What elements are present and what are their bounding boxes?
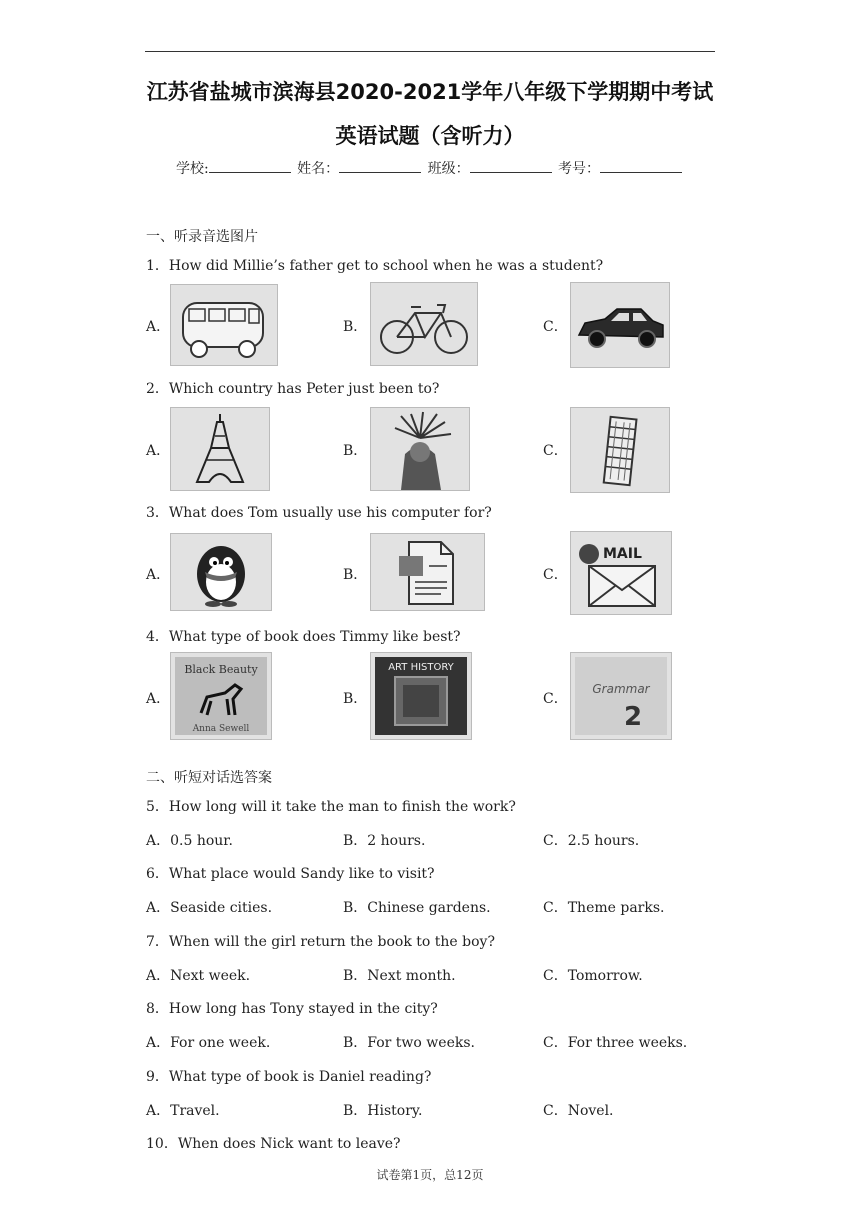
question-2-stem: 2．Which country has Peter just been to? [146,381,440,397]
eiffel-tower-icon [171,408,269,490]
school-blank[interactable] [209,160,291,173]
grammar-book-icon [571,653,671,739]
q9-option-c[interactable]: C．Novel. [543,1103,614,1119]
exam-title-line2: 英语试题（含听力） [335,124,525,148]
art-book-icon [371,653,471,739]
statue-of-liberty-icon [371,408,469,490]
email-picture[interactable] [570,531,672,615]
leaning-tower-icon [571,408,669,492]
statue-of-liberty-picture[interactable] [370,407,470,491]
car-picture[interactable] [570,282,670,368]
book3-number: 2 [623,702,643,732]
bicycle-icon [371,283,477,365]
question-6-stem: 6．What place would Sandy like to visit? [146,866,435,882]
q5-option-b[interactable]: B．2 hours. [343,833,426,849]
q7-option-b[interactable]: B．Next month. [343,968,456,984]
exam-number-field-label: 考号： [558,161,601,177]
q4-option-b-label[interactable]: B． [343,691,368,707]
q1-option-b-label[interactable]: B． [343,319,368,335]
top-rule [145,51,715,52]
q9-option-b[interactable]: B．History. [343,1103,423,1119]
q9-option-a[interactable]: A．Travel. [146,1103,220,1119]
question-7-stem: 7．When will the girl return the book to the boy? [146,934,495,950]
question-1-stem: 1．How did Millie’s father get to school when he was a student? [146,258,604,274]
q3-option-c-label[interactable]: C． [543,567,568,583]
q8-option-c[interactable]: C．For three weeks. [543,1035,688,1051]
q8-option-b[interactable]: B．For two weeks. [343,1035,475,1051]
eiffel-tower-picture[interactable] [170,407,270,491]
book2-title: ART HISTORY [388,662,454,673]
class-blank[interactable] [470,160,552,173]
book3-title: Grammar [592,682,650,696]
mail-envelope-icon [571,532,671,614]
q2-option-b-label[interactable]: B． [343,443,368,459]
van-icon [171,285,277,365]
question-3-stem: 3．What does Tom usually use his computer for? [146,505,492,521]
van-picture[interactable] [170,284,278,366]
q5-option-a[interactable]: A．0.5 hour. [146,833,233,849]
name-field-label: 姓名： [297,161,340,177]
q4-option-c-label[interactable]: C． [543,691,568,707]
page-footer: 试卷第1页，总12页 [376,1168,484,1182]
bicycle-picture[interactable] [370,282,478,366]
grammar-book-picture[interactable] [570,652,672,740]
mail-text: MAIL [603,546,642,562]
qq-penguin-picture[interactable] [170,533,272,611]
exam-title-line1: 江苏省盐城市滨海县2020-2021学年八年级下学期期中考试 [146,80,714,104]
art-history-book-picture[interactable] [370,652,472,740]
book1-author: Anna Sewell [192,724,250,734]
black-beauty-book-picture[interactable] [170,652,272,740]
q1-option-c-label[interactable]: C． [543,319,568,335]
q3-option-a-label[interactable]: A． [146,567,171,583]
q2-option-a-label[interactable]: A． [146,443,171,459]
q5-option-c[interactable]: C．2.5 hours. [543,833,640,849]
q7-option-a[interactable]: A．Next week. [146,968,251,984]
book1-title: Black Beauty [184,663,258,676]
q1-option-a-label[interactable]: A． [146,319,171,335]
leaning-tower-picture[interactable] [570,407,670,493]
q7-option-c[interactable]: C．Tomorrow. [543,968,643,984]
penguin-icon [171,534,271,610]
q8-option-a[interactable]: A．For one week. [146,1035,271,1051]
horse-book-icon [171,653,271,739]
q4-option-a-label[interactable]: A． [146,691,171,707]
question-9-stem: 9．What type of book is Daniel reading? [146,1069,432,1085]
q3-option-b-label[interactable]: B． [343,567,368,583]
exam-number-blank[interactable] [600,160,682,173]
q6-option-c[interactable]: C．Theme parks. [543,900,665,916]
car-icon [571,283,669,367]
q6-option-a[interactable]: A．Seaside cities. [146,900,273,916]
class-field-label: 班级： [427,161,470,177]
q2-option-c-label[interactable]: C． [543,443,568,459]
student-info-fields [0,158,860,178]
q6-option-b[interactable]: B．Chinese gardens. [343,900,491,916]
section1-heading: 一、听录音选图片 [146,229,258,245]
section2-heading: 二、听短对话选答案 [146,770,272,786]
question-4-stem: 4．What type of book does Timmy like best? [146,629,461,645]
question-5-stem: 5．How long will it take the man to finish the work? [146,799,516,815]
word-document-picture[interactable] [370,533,485,611]
name-blank[interactable] [339,160,421,173]
document-icon [371,534,484,610]
question-8-stem: 8．How long has Tony stayed in the city? [146,1001,438,1017]
question-10-stem: 10．When does Nick want to leave? [146,1136,401,1152]
school-field-label: 学校: [175,161,209,177]
